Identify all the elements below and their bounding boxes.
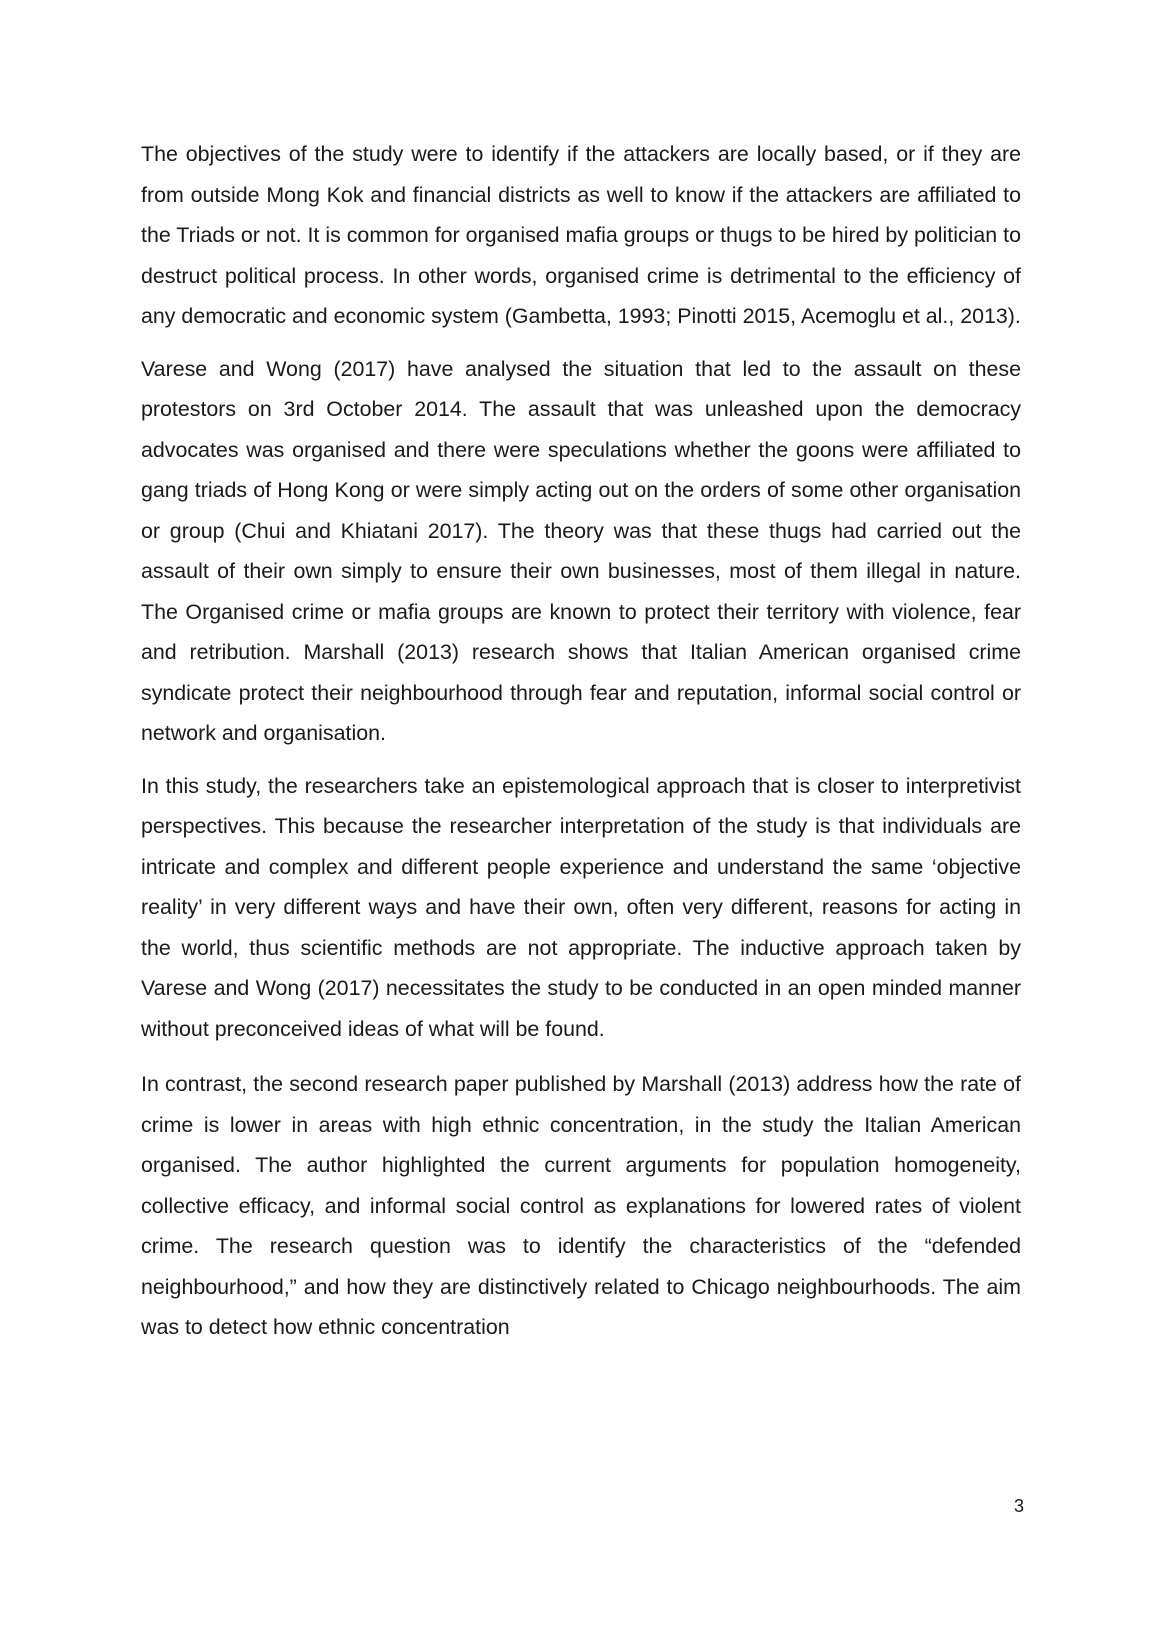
paragraph-epistemology: In this study, the researchers take an epistemological approach that is closer to interpretivist perspectives. This because the researcher interpretation of the study is that individuals are intricate and complex and different people experience and understand the same ‘objective reality’ in very different ways and have their own, often very different, reasons for acting in the world, thus scientific methods are not appropriate. The inductive approach taken by Varese and Wong (2017) necessitates the study to be conducted in an open minded manner without preconceived ideas of what will be found. — [141, 773, 1021, 1041]
page-number: 3 — [1013, 1496, 1024, 1516]
paragraph-objectives: The objectives of the study were to identify if the attackers are locally based, or if they are from outside Mong Kok and financial districts as well to know if the attackers are affiliated to the Triads or not. It is common for organised mafia groups or thugs to be hired by politician to destruct political process. In other words, organised crime is detrimental to the efficiency of any democratic and economic system (Gambetta, 1993; Pinotti 2015, Acemoglu et al., 2013). — [141, 142, 1021, 328]
paragraph-varese-wong: Varese and Wong (2017) have analysed the situation that led to the assault on these protestors on 3rd October 2014. The assault that was unleashed upon the democracy advocates was organised and there were speculations whether the goons were affiliated to gang triads of Hong Kong or were simply acting out on the orders of some other organisation or group (Chui and Khiatani 2017). The theory was that these thugs had carried out the assault of their own simply to ensure their own businesses, most of them illegal in nature. The Organised crime or mafia groups are known to protect their territory with violence, fear and retribution. Marshall (2013) research shows that Italian American organised crime syndicate protect their neighbourhood through fear and reputation, informal social control or network and organisation. — [141, 356, 1021, 745]
body-text — [141, 134, 1021, 1348]
paragraph-marshall: In contrast, the second research paper published by Marshall (2013) address how the rate of crime is lower in areas with high ethnic concentration, in the study the Italian American organised. The author highlighted the current arguments for population homogeneity, collective efficacy, and informal social control as explanations for lowered rates of violent crime. The research question was to identify the characteristics of the “defended neighbourhood,” and how they are distinctively related to Chicago neighbourhoods. The aim was to detect how ethnic concentration — [141, 1072, 1021, 1339]
